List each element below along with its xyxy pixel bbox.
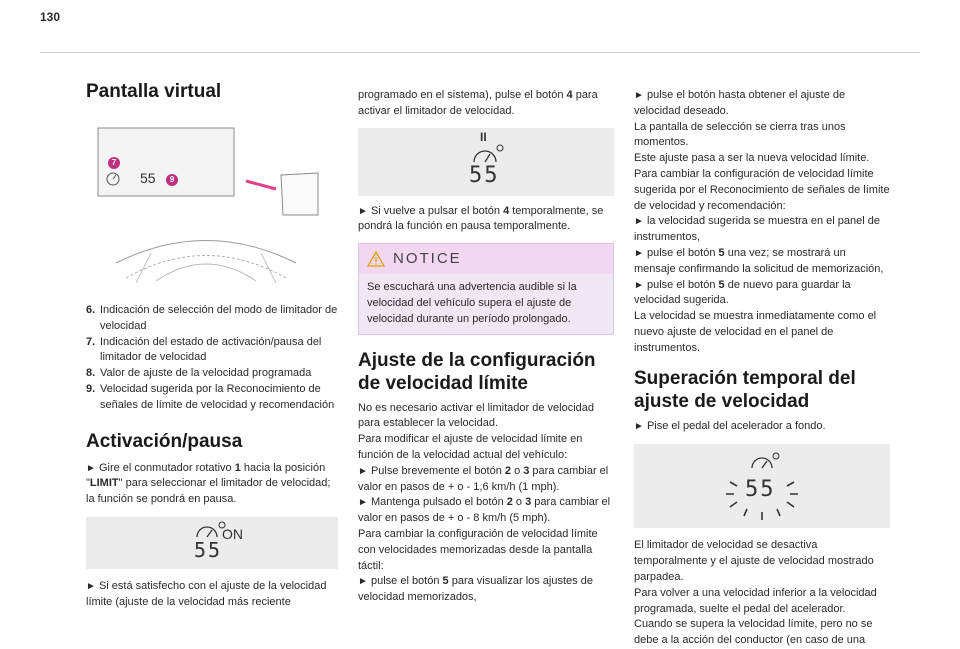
paragraph: Para cambiar la configuración de velocidad límite sugerida por el Reconocimiento de señales de límite de velocidad y recomendación: [634,167,890,212]
speed-overrun-figure [634,444,890,528]
section-title-ajuste: Ajuste de la configuración de velocidad límite [358,349,596,394]
badge-9: 9 [166,174,178,186]
paragraph: ► Si vuelve a pulsar el botón 4 temporalmente, se pondrá la función en pausa temporalmente. [358,204,604,233]
badge-7: 7 [108,157,120,169]
section-title-activacion: Activación/pausa [86,430,243,452]
paragraph: ► Gire el conmutador rotativo 1 hacia la posición "LIMIT" para seleccionar el limitador de velocidad; la función se pondrá en pausa. [86,461,331,506]
notice-box [358,243,614,334]
section-title-pantalla-virtual: Pantalla virtual [86,81,222,102]
column-3 [634,88,890,649]
paragraph: ► pulse el botón hasta obtener el ajuste de velocidad deseado. [634,89,846,117]
paragraph: ► Si está satisfecho con el ajuste de la velocidad límite (ajuste de la velocidad más reciente [86,579,327,608]
paragraph: ► Pulse brevemente el botón 2 o 3 para cambiar el valor en pasos de + o - 1,6 km/h (1 mph). [358,464,609,493]
arrow-bullet-icon: ► [634,216,644,228]
paragraph: Para volver a una velocidad inferior a la velocidad programada, suelte el pedal del acelerador. [634,586,877,615]
paragraph: Para cambiar la configuración de velocidad límite con velocidades memorizadas desde la pantalla táctil: [358,527,598,572]
cockpit-figure [96,123,326,283]
arrow-bullet-icon: ► [86,462,96,474]
arrow-bullet-icon: ► [358,205,368,217]
section-title-superacion: Superación temporal del ajuste de velocidad [634,367,856,412]
paragraph: No es necesario activar el limitador de velocidad para establecer la velocidad. [358,401,595,430]
column-1 [86,80,338,611]
list-item: 6. Indicación de selección del modo de limitador de velocidad [86,304,338,332]
speed-value: 55 [194,537,223,562]
speed-limiter-on-figure [86,517,338,569]
arrow-bullet-icon: ► [634,279,644,291]
page-number: 130 [40,10,61,24]
speed-value: 55 [140,170,156,186]
on-label: ON [222,525,243,542]
paragraph: Cuando se supera la velocidad límite, pero no se debe a la acción del conductor (en caso de una [634,618,873,647]
speed-limiter-pause-figure [358,128,614,196]
legend-list [86,303,338,414]
arrow-bullet-icon: ► [358,576,368,588]
notice-text: Se escuchará una advertencia audible si la velocidad del vehículo supera el ajuste de velocidad durante un período prolongado. [367,281,577,325]
list-item: 9. Velocidad sugerida por la Reconocimiento de señales de límite de velocidad y recomendación [86,382,335,411]
arrow-bullet-icon: ► [634,90,644,101]
notice-header [359,244,613,274]
list-item: 7. Indicación del estado de activación/pausa del limitador de velocidad [86,335,322,364]
paragraph: Este ajuste pasa a ser la nueva velocidad límite. [634,152,870,165]
paragraph: El limitador de velocidad se desactiva temporalmente y el ajuste de velocidad mostrado parpadea. [634,539,874,583]
notice-title: NOTICE [393,250,462,268]
paragraph: La pantalla de selección se cierra tras unos momentos. [634,120,846,149]
paragraph: programado en el sistema), pulse el botón 4 para activar el limitador de velocidad. [358,89,598,117]
paragraph: ► la velocidad sugerida se muestra en el panel de instrumentos, [634,215,880,244]
arrow-bullet-icon: ► [634,420,644,432]
speed-value: 55 [745,477,776,503]
arrow-bullet-icon: ► [358,497,368,509]
paragraph: ► Pise el pedal del acelerador a fondo. [634,419,826,432]
speed-value: 55 [469,162,500,188]
cockpit-illustration [96,123,326,283]
paragraph: La velocidad se muestra inmediatamente como el nuevo ajuste de velocidad en el panel de instrumentos. [634,310,877,354]
warning-triangle-icon [367,251,385,267]
column-2 [358,88,614,606]
header-divider [40,52,920,53]
paragraph: ► pulse el botón 5 para visualizar los ajustes de velocidad memorizados, [358,575,593,604]
pause-icon: II [480,129,487,144]
paragraph: Para modificar el ajuste de velocidad límite en función de la velocidad actual del vehículo: [358,433,583,461]
paragraph: ► Mantenga pulsado el botón 2 o 3 para cambiar el valor en pasos de + o - 8 km/h (5 mph). [358,496,611,525]
paragraph: ► pulse el botón 5 una vez; se mostrará un mensaje confirmando la solicitud de memorización, [634,246,884,275]
list-item: 8. Valor de ajuste de la velocidad programada [86,367,312,380]
paragraph: ► pulse el botón 5 de nuevo para guardar la velocidad sugerida. [634,278,851,307]
arrow-bullet-icon: ► [86,580,96,592]
arrow-bullet-icon: ► [634,247,644,259]
arrow-bullet-icon: ► [358,465,368,477]
